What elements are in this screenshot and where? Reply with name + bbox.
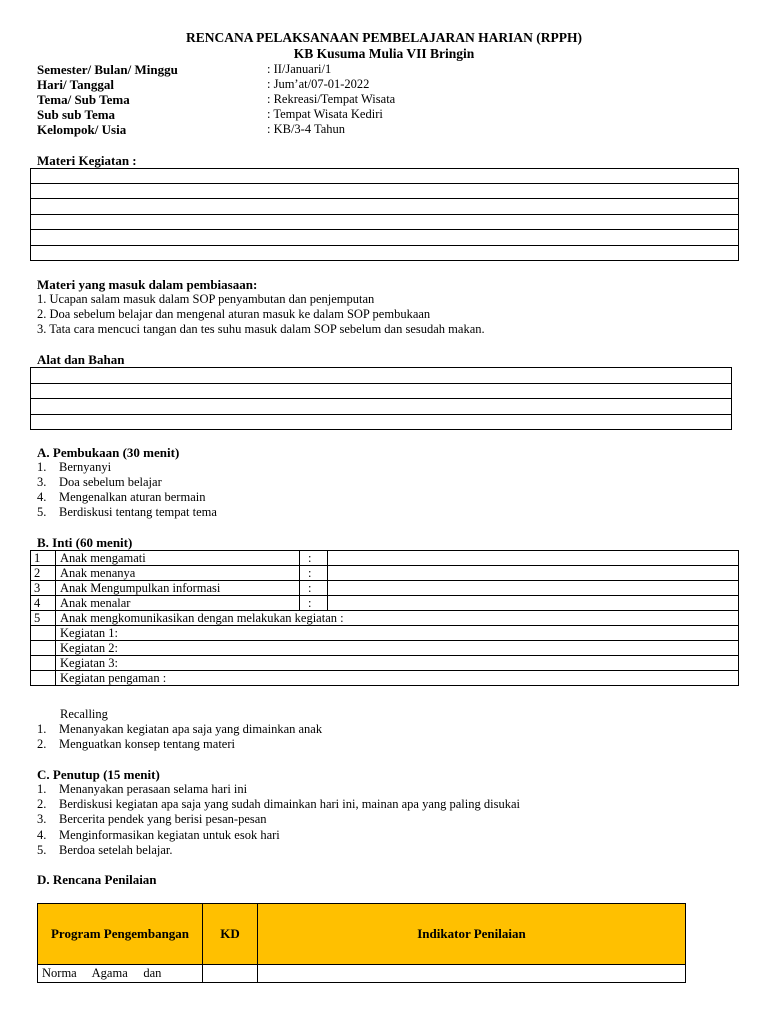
col-indikator-penilaian: Indikator Penilaian [258,904,686,965]
materi-kegiatan-lines [30,168,739,261]
document-title: RENCANA PELAKSANAAN PEMBELAJARAN HARIAN (RPPH) [185,30,582,45]
table-row: Kegiatan pengaman : [31,671,739,686]
table-row: Kegiatan 1: [31,626,739,641]
ruled-line [31,183,738,184]
pembukaan-item: 4. Mengenalkan aturan bermain [37,490,206,504]
ruled-line [31,414,731,415]
pembiasaan-item: 1. Ucapan salam masuk dalam SOP penyambutan dan penjemputan [37,292,375,306]
ruled-line [31,383,731,384]
penutup-item: 2. Berdiskusi kegiatan apa saja yang sudah dimainkan hari ini, mainan apa yang paling disukai [37,797,520,811]
inti-heading: B. Inti (60 menit) [37,535,133,550]
table-row: Norma Agama dan [38,965,686,983]
table-row: 5 Anak mengkomunikasikan dengan melakukan kegiatan : [31,611,739,626]
pembiasaan-item: 3. Tata cara mencuci tangan dan tes suhu masuk dalam SOP sebelum dan sesudah makan. [37,322,485,336]
info-value: : II/Januari/1 [267,62,332,76]
penutup-item: 5. Berdoa setelah belajar. [37,843,173,857]
penutup-item: 3. Bercerita pendek yang berisi pesan-pesan [37,812,267,826]
info-label: Semester/ Bulan/ Minggu [37,62,178,77]
penutup-heading: C. Penutup (15 menit) [37,767,160,782]
info-label: Sub sub Tema [37,107,116,122]
pembiasaan-heading: Materi yang masuk dalam pembiasaan: [37,277,258,292]
ruled-line [31,398,731,399]
info-value: : KB/3-4 Tahun [267,122,346,136]
ruled-line [31,198,738,199]
pembukaan-item: 3. Doa sebelum belajar [37,475,162,489]
penilaian-heading: D. Rencana Penilaian [37,872,157,887]
info-label: Kelompok/ Usia [37,122,127,137]
penutup-item: 1. Menanyakan perasaan selama hari ini [37,782,248,796]
ruled-line [31,245,738,246]
recalling-item: 2. Menguatkan konsep tentang materi [37,737,235,751]
inti-table [30,550,739,686]
penilaian-table [37,903,686,983]
document-subtitle: KB Kusuma Mulia VII Bringin [293,46,475,61]
table-row: Kegiatan 2: [31,641,739,656]
table-row: Kegiatan 3: [31,656,739,671]
recalling-item: 1. Menanyakan kegiatan apa saja yang dimainkan anak [37,722,323,736]
col-kd: KD [203,904,258,965]
pembukaan-item: 5. Berdiskusi tentang tempat tema [37,505,217,519]
info-label: Hari/ Tanggal [37,77,114,92]
pembiasaan-item: 2. Doa sebelum belajar dan mengenal aturan masuk ke dalam SOP pembukaan [37,307,431,321]
info-label: Tema/ Sub Tema [37,92,130,107]
pembukaan-item: 1. Bernyanyi [37,460,112,474]
pembukaan-heading: A. Pembukaan (30 menit) [37,445,180,460]
ruled-line [31,229,738,230]
table-row: 4 Anak menalar : [31,596,739,611]
alat-bahan-heading: Alat dan Bahan [37,352,125,367]
info-value: : Rekreasi/Tempat Wisata [267,92,396,106]
info-value: : Tempat Wisata Kediri [267,107,383,121]
table-row: 1 Anak mengamati : [31,551,739,566]
table-header-row [38,904,686,965]
info-value: : Jum’at/07-01-2022 [267,77,370,91]
table-row: 2 Anak menanya : [31,566,739,581]
table-row: 3 Anak Mengumpulkan informasi : [31,581,739,596]
alat-bahan-lines [30,367,732,430]
penutup-item: 4. Menginformasikan kegiatan untuk esok hari [37,828,280,842]
recalling-heading: Recalling [60,707,108,721]
col-program-pengembangan: Program Pengembangan [38,904,203,965]
materi-kegiatan-heading: Materi Kegiatan : [37,153,137,168]
ruled-line [31,214,738,215]
